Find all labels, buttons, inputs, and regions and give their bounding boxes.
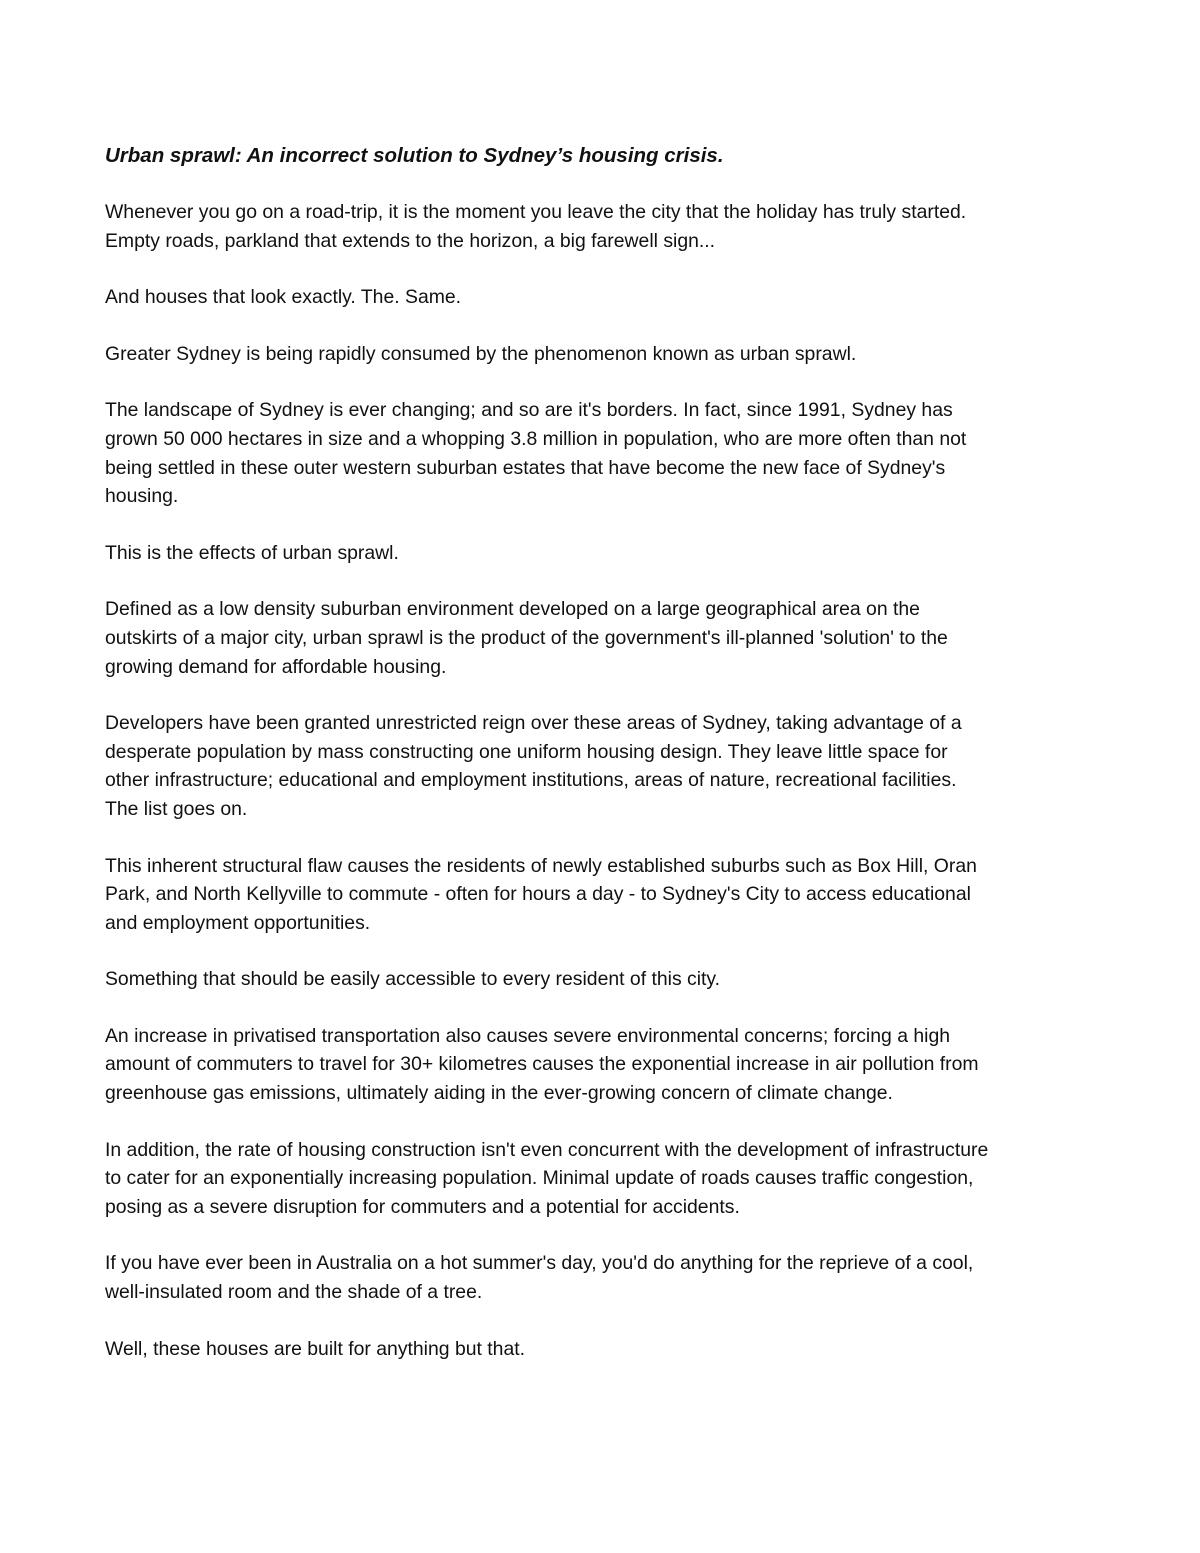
paragraph-line: greenhouse gas emissions, ultimately aiding in the ever-growing concern of climate change. [105,1082,893,1105]
paragraph-line: outskirts of a major city, urban sprawl is the product of the government's ill-planned 'solution' to the [105,626,948,649]
paragraph [105,965,1105,994]
paragraph-line: and employment opportunities. [105,911,371,934]
paragraph-line: well-insulated room and the shade of a tree. [105,1281,483,1304]
paragraph-line: This is the effects of urban sprawl. [105,541,399,564]
paragraph-line: An increase in privatised transportation also causes severe environmental concerns; forcing a high [105,1024,951,1047]
paragraph-line: Greater Sydney is being rapidly consumed by the phenomenon known as urban sprawl. [105,342,857,365]
paragraph-line: The list goes on. [105,797,248,820]
paragraph-line: being settled in these outer western suburban estates that have become the new face of Sydney's [105,456,946,479]
paragraph-line: growing demand for affordable housing. [105,655,447,678]
paragraph [105,1136,1105,1222]
paragraph [105,1022,1105,1108]
paragraph [105,595,1105,681]
paragraph [105,1249,1105,1306]
paragraph-line: desperate population by mass constructing one uniform housing design. They leave little space for [105,740,948,763]
paragraph-line: housing. [105,485,179,508]
paragraph [105,539,1105,568]
paragraph-line: to cater for an exponentially increasing population. Minimal update of roads causes traffic congestion, [105,1167,974,1190]
paragraph [105,283,1105,312]
paragraph [105,709,1105,823]
paragraph-line: Developers have been granted unrestricted reign over these areas of Sydney, taking advantage of a [105,712,962,735]
paragraph-line: Defined as a low density suburban environment developed on a large geographical area on the [105,598,920,621]
paragraph [105,852,1105,938]
document-body [105,141,1105,1391]
paragraph-line: amount of commuters to travel for 30+ kilometres causes the exponential increase in air pollution from [105,1053,979,1076]
paragraph-line: This inherent structural flaw causes the residents of newly established suburbs such as Box Hill, Oran [105,854,977,877]
paragraph-line: Well, these houses are built for anything but that. [105,1337,526,1360]
paragraph-line: posing as a severe disruption for commuters and a potential for accidents. [105,1195,740,1218]
paragraph-line: Whenever you go on a road-trip, it is the moment you leave the city that the holiday has truly started. [105,201,967,223]
paragraph [105,1335,1105,1364]
paragraph [105,198,1105,255]
document-title: Urban sprawl: An incorrect solution to Sydney’s housing crisis. [105,144,724,167]
paragraph-line: In addition, the rate of housing construction isn't even concurrent with the development of infrastructure [105,1138,989,1161]
paragraph-line: Park, and North Kellyville to commute - often for hours a day - to Sydney's City to access educational [105,883,971,906]
paragraph [105,396,1105,510]
paragraph-line: And houses that look exactly. The. Same. [105,286,462,309]
paragraph [105,340,1105,369]
paragraph-line: other infrastructure; educational and employment institutions, areas of nature, recreational facilities. [105,769,957,792]
paragraph-line: If you have ever been in Australia on a hot summer's day, you'd do anything for the reprieve of a cool, [105,1252,974,1275]
paragraph-line: Empty roads, parkland that extends to the horizon, a big farewell sign... [105,229,716,252]
paragraph-list [105,198,1105,1363]
paragraph-line: Something that should be easily accessible to every resident of this city. [105,968,721,991]
paragraph-line: The landscape of Sydney is ever changing; and so are it's borders. In fact, since 1991, Sydney has [105,399,953,422]
paragraph-line: grown 50 000 hectares in size and a whopping 3.8 million in population, who are more often than not [105,427,967,450]
